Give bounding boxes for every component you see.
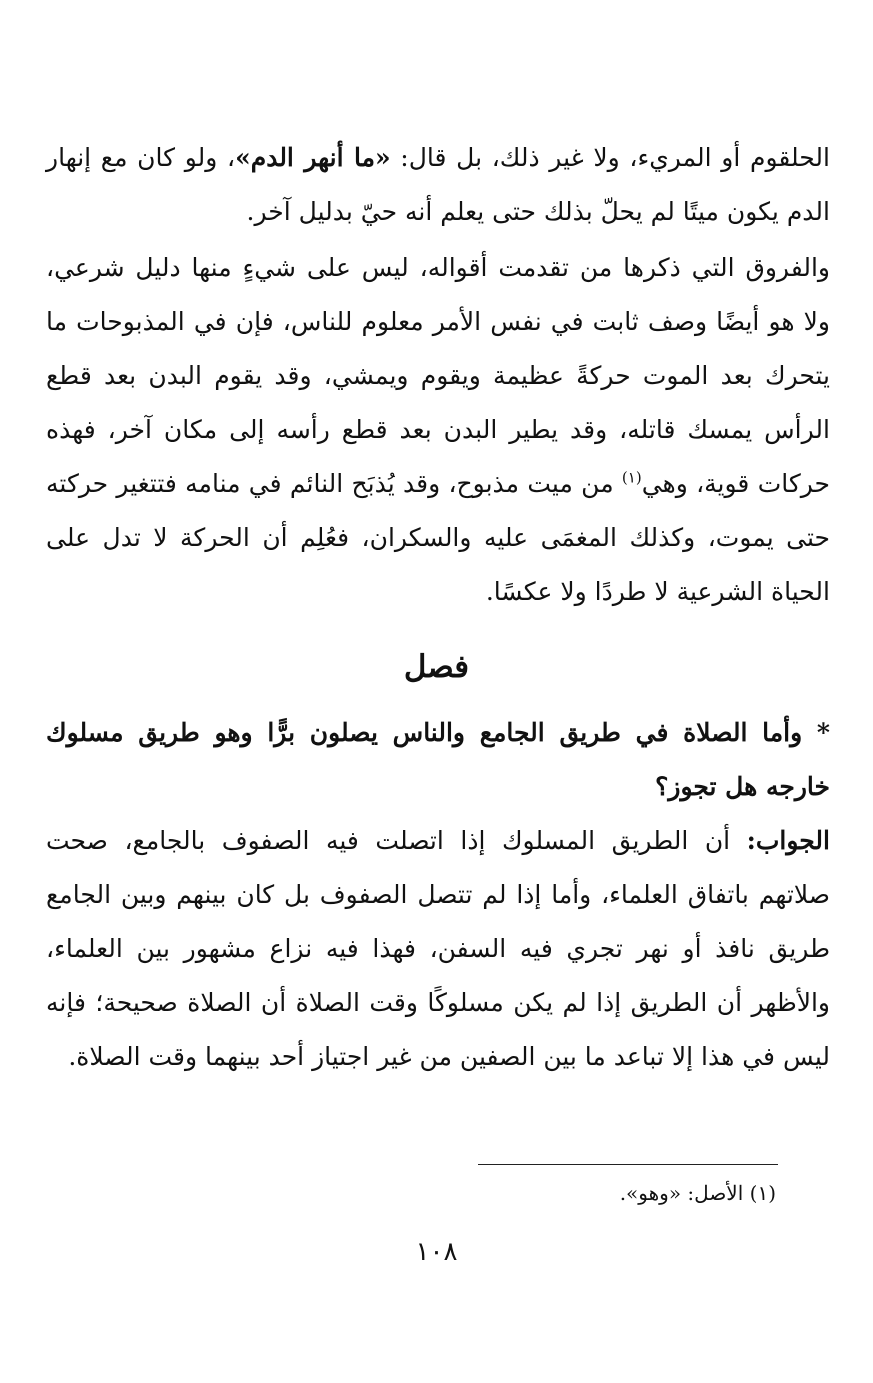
paragraph-2 — [46, 241, 830, 619]
footnote — [46, 1177, 776, 1209]
footnote-reference: (١) — [621, 468, 642, 487]
paragraph-2-text-end: من ميت مذبوح، وقد يُذبَح النائم في منامه فتتغير حركته حتى يموت، وكذلك المغمَى عليه والسكران، فعُلِم أن الحركة لا تدل على الحياة الشرعية لا طردًا ولا عكسًا. — [46, 469, 830, 606]
section-heading: فصل — [403, 649, 470, 685]
paragraph-1-text-end: ، ولو كان مع إنهار الدم يكون ميتًا لم يحلّ بذلك حتى يعلم أنه حيّ بدليل آخر. — [46, 143, 830, 226]
question-paragraph: * وأما الصلاة في طريق الجامع والناس يصلون برًّا وهو طريق مسلوك خارجه هل تجوز؟ — [46, 718, 830, 801]
paragraph-1 — [46, 131, 830, 239]
footnote-text: الأصل: «وهو». — [619, 1181, 750, 1205]
footnote-divider — [478, 1164, 778, 1165]
answer-text: أن الطريق المسلوك إذا اتصلت فيه الصفوف بالجامع، صحت صلاتهم باتفاق العلماء، وأما إذا لم تتصل الصفوف بل كان بينهم وبين الجامع طريق نافذ أو نهر تجري فيه السفن، فهذا فيه نزاع مشهور بين العلماء، والأظهر أن الطريق إذا لم يكن مسلوكًا وقت الصلاة أن الصلاة صحيحة؛ فإنه ليس في هذا إلا تباعد ما بين الصفين من غير اجتياز أحد بينهما وقت الصلاة. — [46, 826, 830, 1071]
answer-paragraph — [46, 814, 830, 1084]
paragraph-1-text-start: الحلقوم أو المريء، ولا غير ذلك، بل قال: — [390, 143, 830, 172]
paragraph-2-text-start: والفروق التي ذكرها من تقدمت أقواله، ليس على شيءٍ منها دليل شرعي، ولا هو أيضًا وصف ثابت في نفس الأمر معلوم للناس، فإن في المذبوحات ما يتحرك بعد الموت حركةً عظيمة ويقوم ويمشي، وقد يقوم البدن بعد قطع الرأس يمسك قاتله، وقد يطير البدن بعد قطع رأسه إلى مكان آخر، فهذه حركات قوية، وهي — [46, 253, 830, 498]
page-number: ١٠٨ — [415, 1237, 458, 1267]
footnote-marker: (١) — [749, 1181, 776, 1205]
answer-label: الجواب: — [746, 826, 830, 855]
hadith-quote: «ما أنهر الدم» — [235, 143, 391, 172]
